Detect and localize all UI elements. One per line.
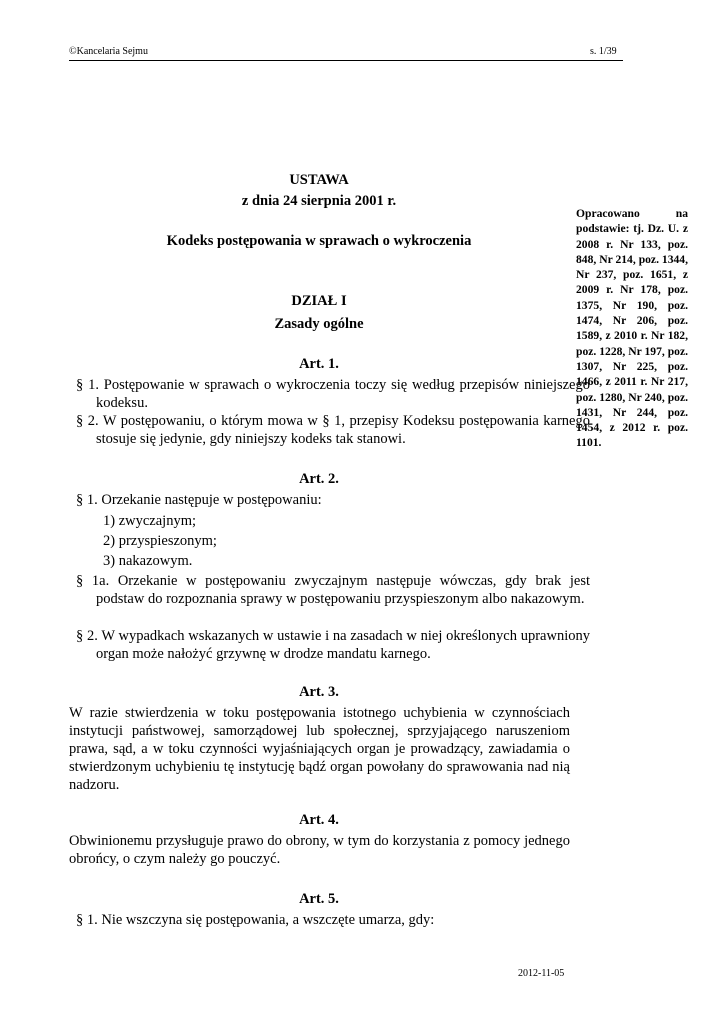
art2-par1: § 1. Orzekanie następuje w postępowaniu: [76,492,322,508]
art5-par1: § 1. Nie wszczyna się postępowania, a wszczęte umarza, gdy: [76,912,435,928]
art4-heading: Art. 4. [299,812,339,828]
act-type: USTAWA [289,172,349,188]
act-date: z dnia 24 sierpnia 2001 r. [241,193,397,209]
division-subtitle: Zasady ogólne [274,316,364,332]
art3-heading: Art. 3. [299,684,339,700]
art1-par1: § 1. Postępowanie w sprawach o wykroczenia toczy się według przepisów niniejszego kodeksu. [76,377,590,411]
art3-text: W razie stwierdzenia w toku postępowania istotnego uchybienia w czynnościach instytucji państwowej, samorządowej lub społecznej, sprzyjającego naruszeniom prawa, sąd, a w toku czynności wyjaśniających organ je prowadzący, zawiadamia o stwierdzonym uchybieniu tę instytucję bądź organ powołany do sprawowania nad nią nadzoru. [69,705,570,793]
art2-item-2: 2) przyspieszonym; [103,533,217,549]
division-name: DZIAŁ I [291,293,347,309]
act-title: Kodeks postępowania w sprawach o wykroczenia [166,233,472,249]
art2-heading: Art. 2. [299,471,339,487]
art2-par2: § 2. W wypadkach wskazanych w ustawie i na zasadach w niej określonych uprawniony organ może nałożyć grzywnę w drodze mandatu karnego. [76,628,590,662]
header-publisher: ©Kancelaria Sejmu [69,46,148,57]
art4-text: Obwinionemu przysługuje prawo do obrony, w tym do korzystania z pomocy jednego obrońcy, o czym należy go pouczyć. [69,833,570,867]
art2-item-3: 3) nakazowym. [103,553,193,569]
art5-heading: Art. 5. [299,891,339,907]
art2-par1a: § 1a. Orzekanie w postępowaniu zwyczajnym następuje wówczas, gdy brak jest podstaw do rozpoznania sprawy w postępowaniu przyspieszonym albo nakazowym. [76,573,590,607]
header-rule [69,60,623,61]
art1-heading: Art. 1. [299,356,339,372]
art2-item-1: 1) zwyczajnym; [103,513,197,529]
side-note: Opracowano na podstawie: tj. Dz. U. z 2008 r. Nr 133, poz. 848, Nr 214, poz. 1344, Nr 237, poz. 1651, z 2009 r. Nr 178, poz. 1375, Nr 190, poz. 1474, Nr 206, poz. 1589, z 2010 r. Nr 182, poz. 1228, Nr 197, poz. 1307, Nr 225, poz. 1466, z 2011 r. Nr 217, poz. 1280, Nr 240, poz. 1431, Nr 244, poz. 1454, z 2012 r. poz. 1101. [576,207,688,450]
header-page-number: s. 1/39 [590,46,617,57]
footer-date: 2012-11-05 [518,968,565,979]
art1-par2: § 2. W postępowaniu, o którym mowa w § 1, przepisy Kodeksu postępowania karnego stosuje się jedynie, gdy niniejszy kodeks tak stanowi. [76,413,590,447]
